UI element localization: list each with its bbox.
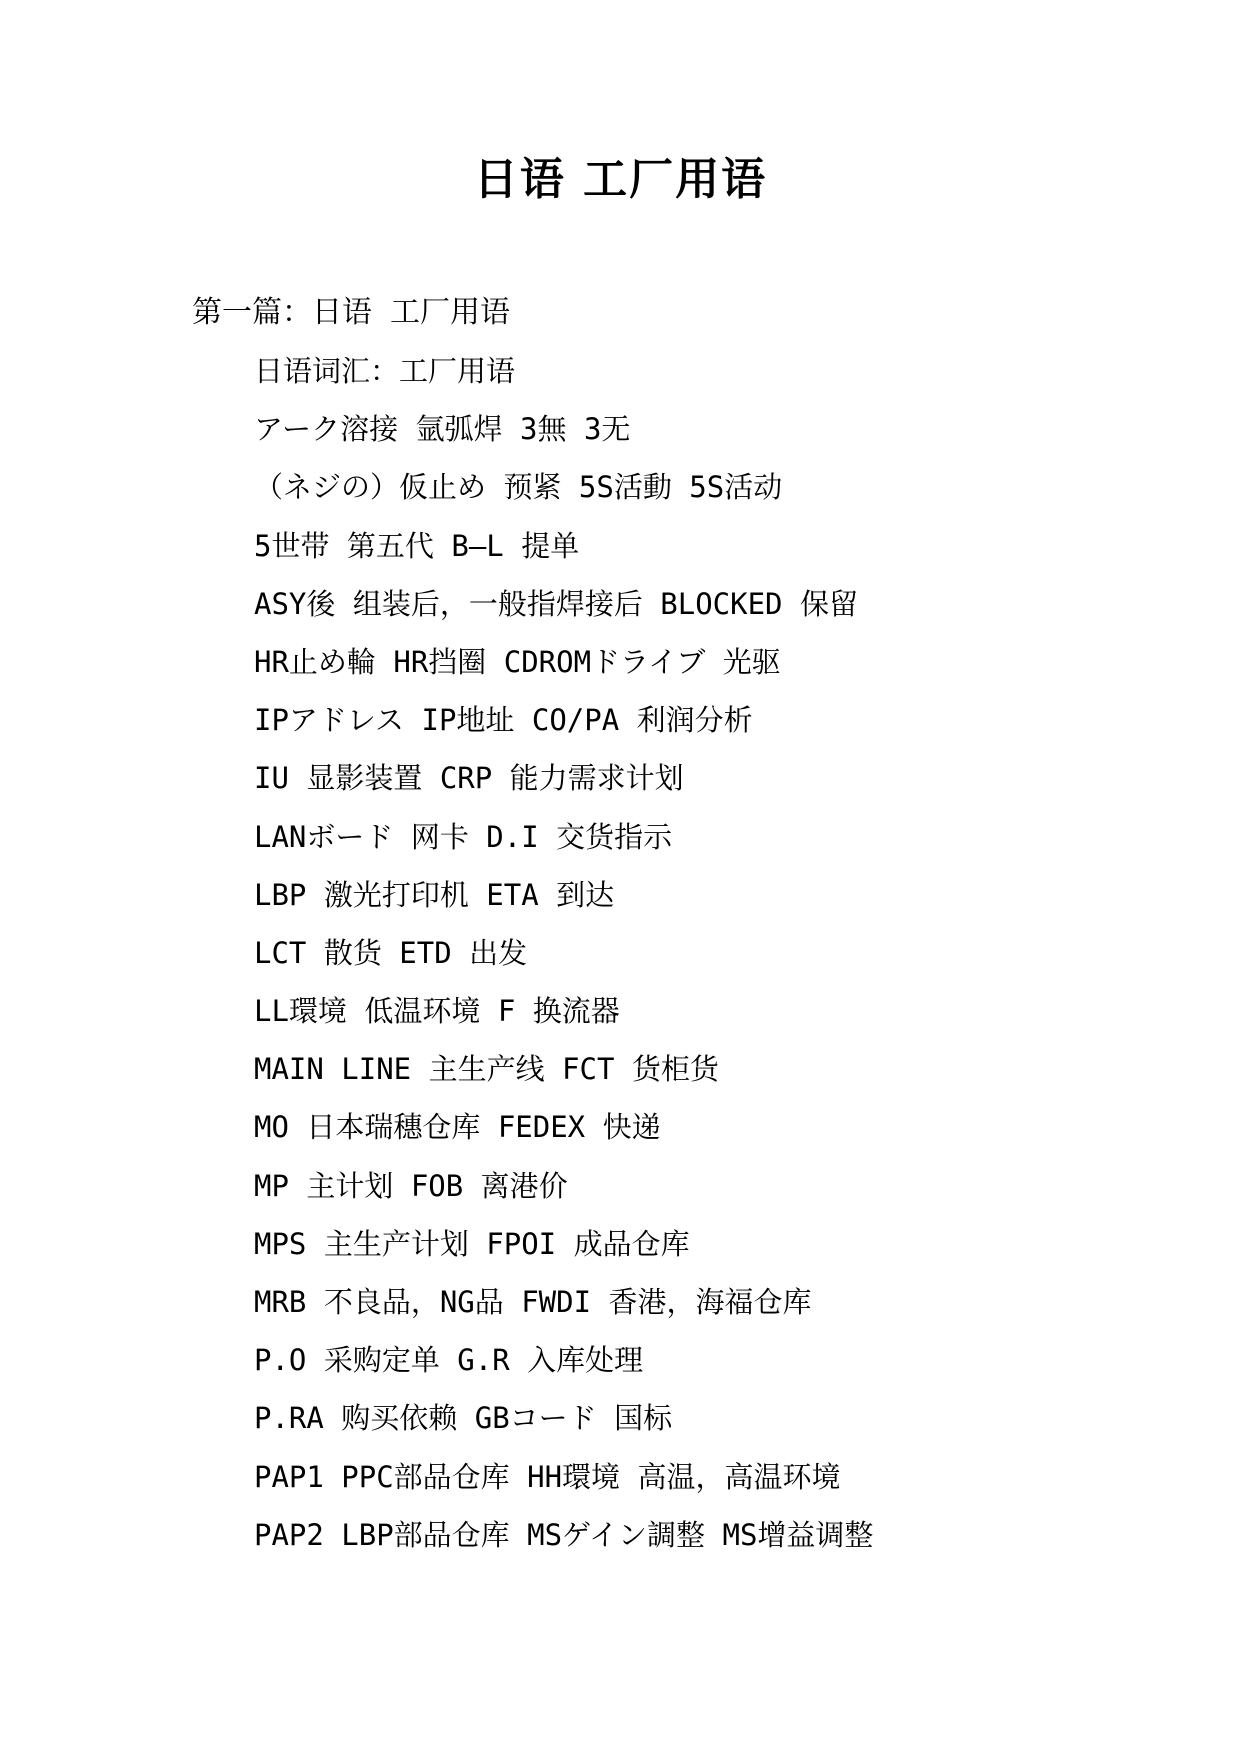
glossary-line: MAIN LINE 主生产线 FCT 货柜货	[254, 1052, 719, 1087]
glossary-line: LBP 激光打印机 ETA 到达	[254, 877, 615, 912]
section-heading: 第一篇：日语 工厂用语	[192, 295, 511, 330]
glossary-line: IPアドレス IP地址 CO/PA 利润分析	[254, 703, 753, 738]
glossary-line: MPS 主生产计划 FPOI 成品仓库	[254, 1226, 690, 1261]
glossary-line: MP 主计划 FOB 离港价	[254, 1168, 568, 1203]
glossary-line: MRB 不良品，NG品 FWDI 香港，海福仓库	[254, 1285, 812, 1319]
glossary-line: HR止め輪 HR挡圈 CDROMドライブ 光驱	[254, 644, 781, 679]
glossary-line: LL環境 低温环境 F 换流器	[254, 994, 620, 1029]
glossary-line: （ネジの）仮止め 预紧 5S活動 5S活动	[254, 470, 783, 505]
glossary-line: P.RA 购买依赖 GBコード 国标	[254, 1401, 673, 1436]
glossary-line: P.O 采购定单 G.R 入库处理	[254, 1343, 644, 1378]
glossary-line: 日语词汇：工厂用语	[254, 354, 516, 388]
glossary-line: PAP1 PPC部品仓库 HH環境 高温，高温环境	[254, 1459, 841, 1494]
glossary-line: LANボード 网卡 D.I 交货指示	[254, 819, 673, 854]
glossary-line: LCT 散货 ETD 出发	[254, 935, 528, 970]
glossary-list	[254, 351, 873, 1573]
glossary-line: MO 日本瑞穗仓库 FEDEX 快递	[254, 1110, 661, 1145]
glossary-line: 5世带 第五代 B—L 提单	[254, 528, 580, 563]
glossary-line: アーク溶接 氩弧焊 3無 3无	[254, 412, 631, 447]
glossary-line: PAP2 LBP部品仓库 MSゲイン調整 MS增益调整	[254, 1517, 874, 1552]
glossary-line: ASY後 组装后，一般指焊接后 BLOCKED 保留	[254, 586, 858, 621]
glossary-line: IU 显影装置 CRP 能力需求计划	[254, 761, 684, 796]
document-title: 日语 工厂用语	[473, 154, 768, 205]
